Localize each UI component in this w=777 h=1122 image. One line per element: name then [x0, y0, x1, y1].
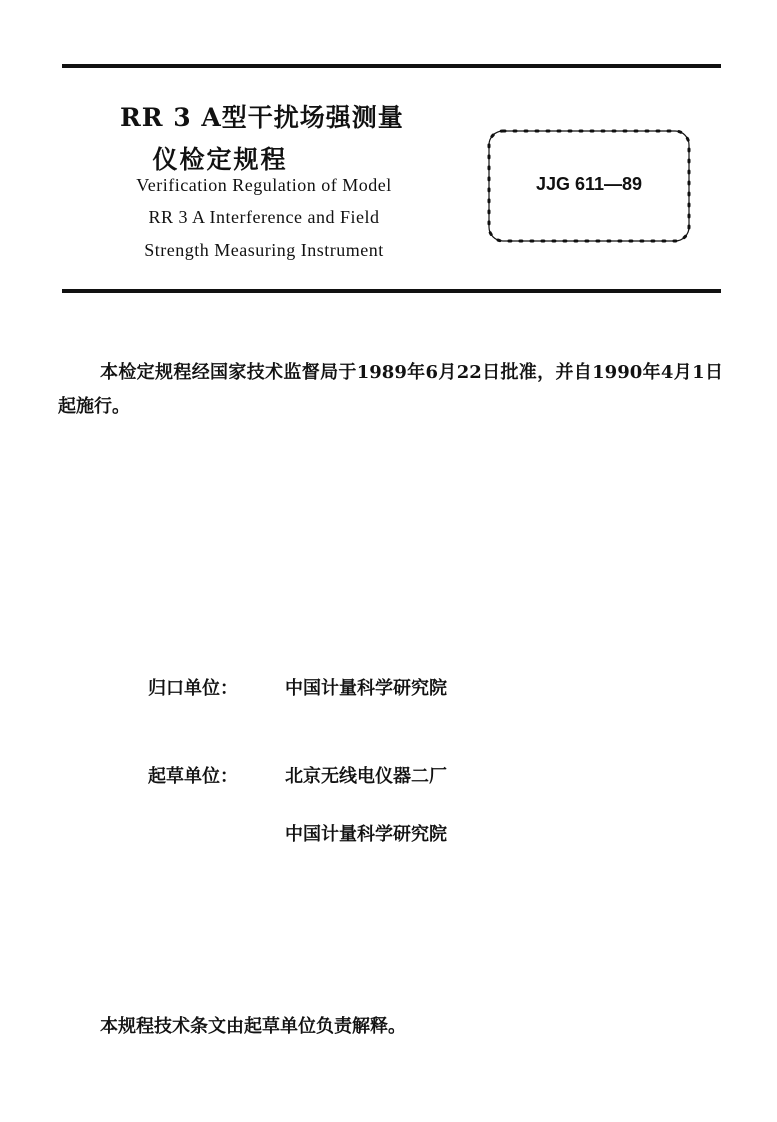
responsible-unit-value: 中国计量科学研究院: [285, 678, 447, 699]
regulation-code: JJG 611—89: [535, 174, 643, 194]
title-chinese-line-2: 仪检定规程: [152, 145, 288, 174]
drafting-unit-value-2: 中国计量科学研究院: [285, 824, 447, 845]
title-english-line-1: Verification Regulation of Model: [136, 175, 392, 195]
responsible-unit-label: 归口单位：: [148, 678, 238, 699]
regulation-code-box: [485, 127, 693, 245]
bottom-rule: [62, 289, 721, 293]
title-english-line-2: RR 3 A Interference and Field: [148, 207, 380, 227]
title-chinese-line-1: RR 3 A型干扰场强测量: [120, 103, 404, 132]
drafting-unit-label: 起草单位：: [148, 766, 238, 787]
top-rule: [62, 64, 721, 68]
drafting-unit-value-1: 北京无线电仪器二厂: [285, 766, 447, 787]
interpretation-note: 本规程技术条文由起草单位负责解释。: [100, 1016, 406, 1037]
title-english-line-3: Strength Measuring Instrument: [144, 240, 384, 260]
approval-statement: 本检定规程经国家技术监督局于1989年6月22日批准，并自1990年4月1日起施行。: [58, 362, 723, 417]
